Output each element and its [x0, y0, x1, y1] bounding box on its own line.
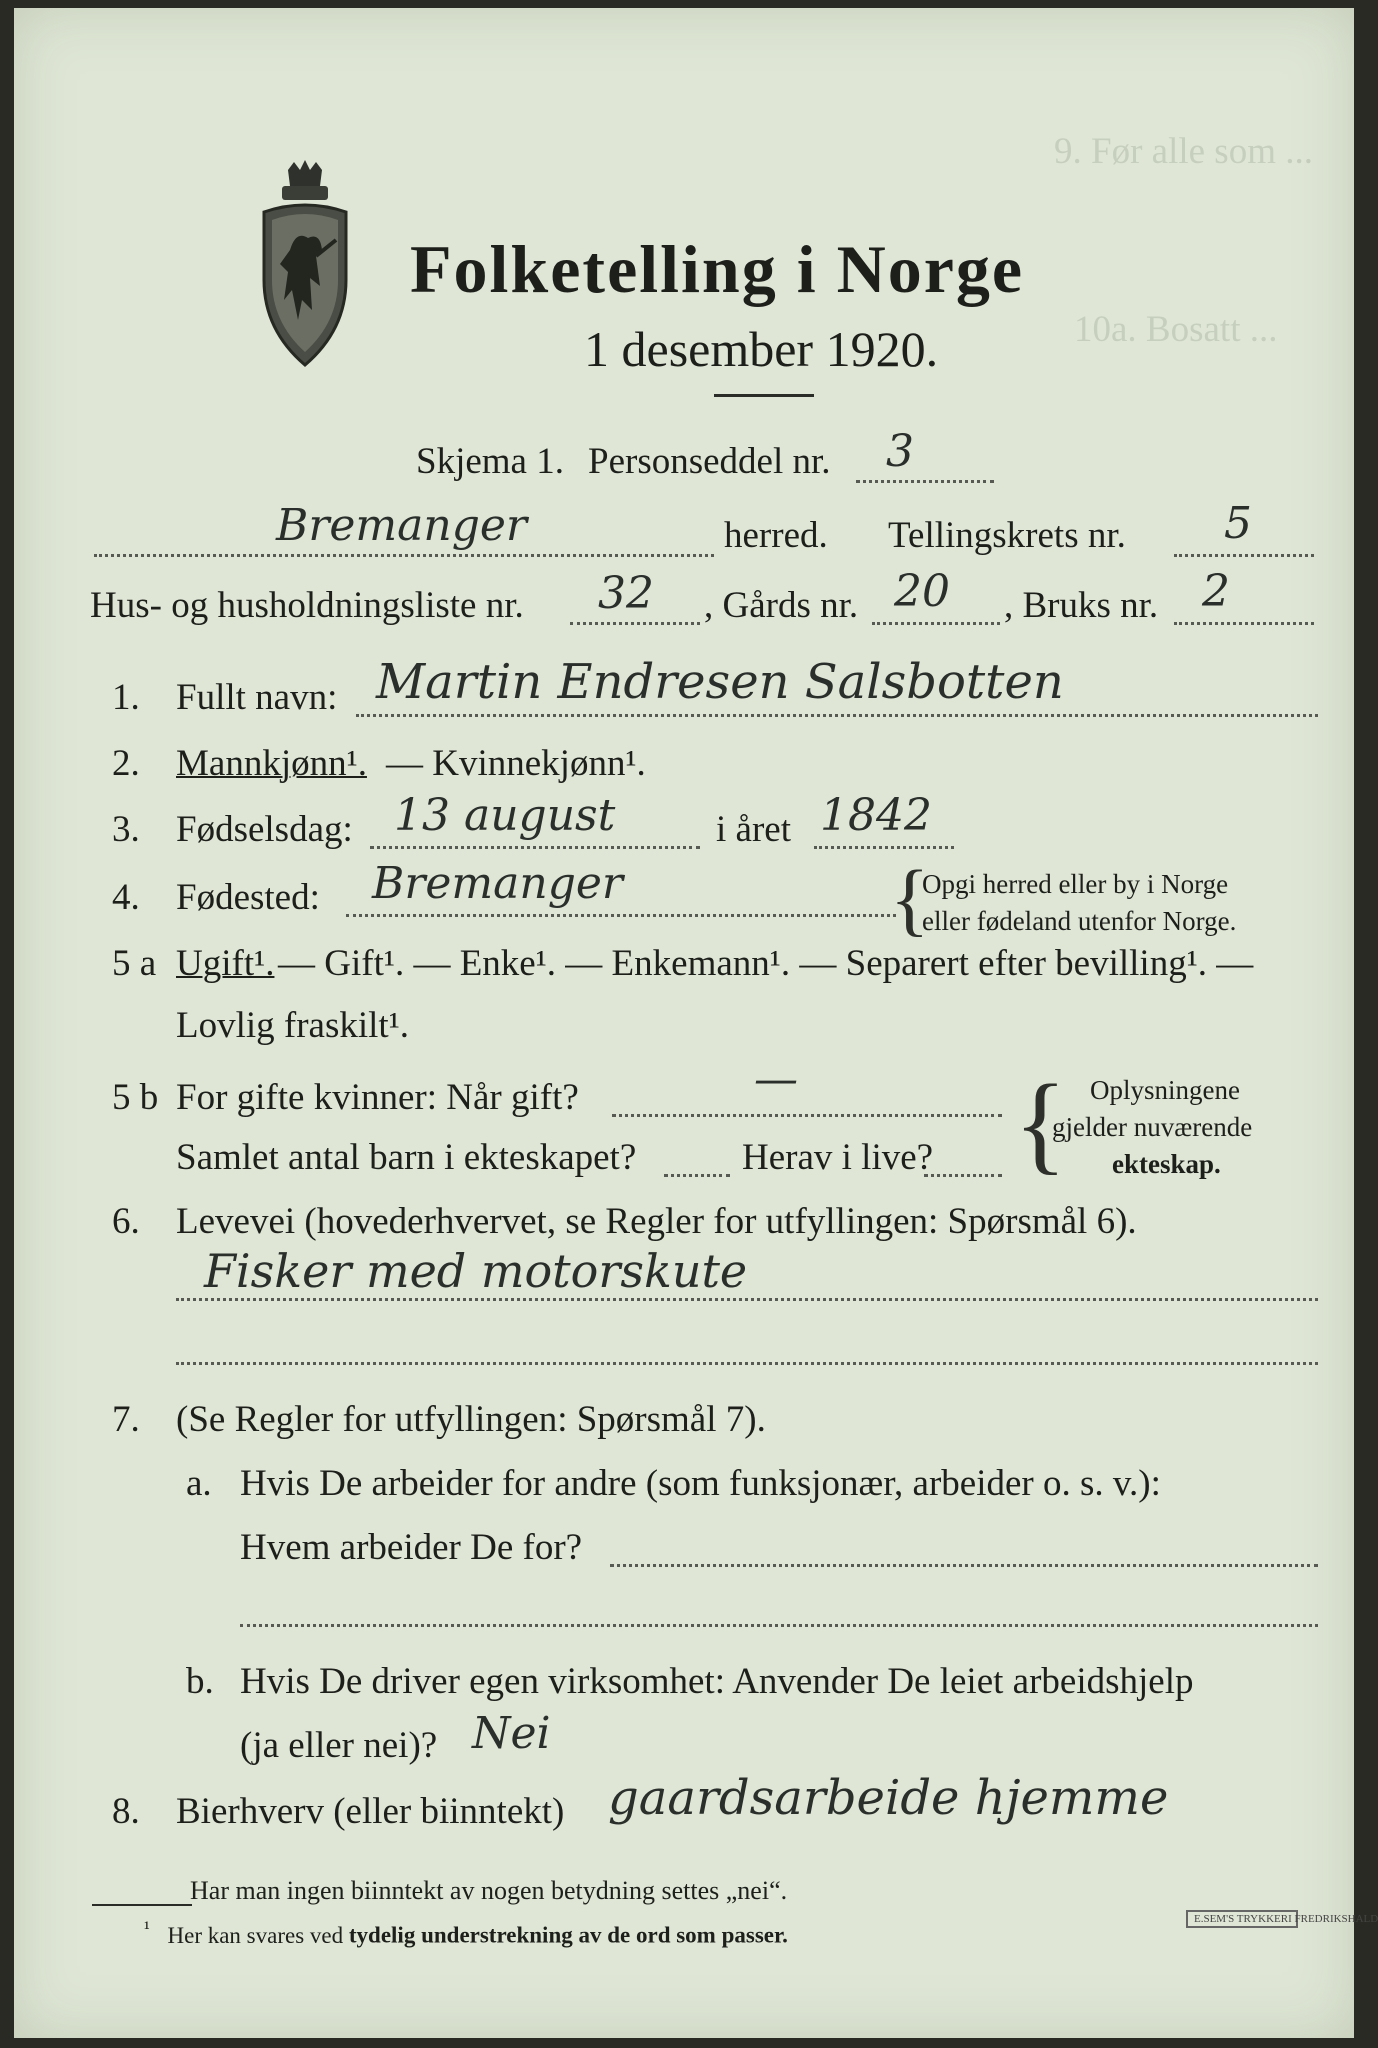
herred-label: herred. [724, 515, 828, 556]
q4-note-line1: Opgi herred eller by i Norge [922, 869, 1229, 899]
q5b-note-line1: Oplysningene [1090, 1075, 1240, 1105]
q3-number: 3. [112, 809, 140, 850]
q4-line [346, 914, 896, 917]
title-divider [714, 394, 814, 397]
census-date: 1 desember 1920. [584, 321, 939, 377]
gards-value[interactable]: 20 [894, 566, 950, 617]
q3-year-value[interactable]: 1842 [820, 790, 932, 841]
q6-occupation-value[interactable]: Fisker med motorskute [204, 1244, 748, 1298]
q4-label: Fødested: [176, 877, 320, 918]
footnote-text: Her kan svares ved [167, 1922, 349, 1948]
footnote-divider [92, 1904, 192, 1906]
q5b-children-line [664, 1174, 730, 1177]
q3-line [370, 846, 700, 849]
q2-kvinnekjonn-option[interactable]: — Kvinnekjønn¹. [386, 743, 646, 784]
hus-line [570, 622, 700, 625]
form-title: Folketelling i Norge [410, 231, 1025, 307]
hus-label: Hus- og husholdningsliste nr. [90, 585, 524, 626]
q7a-employer-label: Hvem arbeider De for? [240, 1527, 583, 1568]
skjema-label: Skjema 1. [416, 441, 564, 482]
q7b-label: Hvis De driver egen virksomhet: Anvender De leiet arbeidshjelp [240, 1661, 1194, 1702]
q4-brace: { [890, 853, 930, 944]
q6-line2 [176, 1362, 1318, 1365]
hus-value[interactable]: 32 [598, 568, 654, 619]
personseddel-label: Personseddel nr. [588, 441, 831, 482]
q5b-note-line2: gjelder nuværende [1052, 1112, 1253, 1142]
q2-number: 2. [112, 743, 140, 784]
tellingskrets-value[interactable]: 5 [1224, 498, 1252, 549]
q7b-letter: b. [186, 1661, 214, 1702]
norway-coat-of-arms-icon [250, 160, 360, 370]
personseddel-line [856, 480, 994, 483]
q5a-other-options[interactable]: — Gift¹. — Enke¹. — Enkemann¹. — Separert efter bevilling¹. — [278, 943, 1254, 984]
footnote-bold-text: tydelig understrekning av de ord som passer. [348, 1922, 788, 1948]
bleed-through-text: 10a. Bosatt ... [1074, 309, 1278, 350]
q1-line [356, 714, 1318, 717]
q5a-fraskilt-option[interactable]: Lovlig fraskilt¹. [176, 1005, 410, 1046]
q8-label: Bierhverv (eller biinntekt) [176, 1791, 565, 1832]
q5b-number: 5 b [112, 1077, 159, 1118]
q7a-letter: a. [186, 1463, 212, 1504]
herred-value[interactable]: Bremanger [276, 500, 527, 551]
q7-number: 7. [112, 1399, 140, 1440]
q4-note-line2: eller fødeland utenfor Norge. [922, 906, 1237, 936]
q3-label: Fødselsdag: [176, 809, 353, 850]
gards-label: , Gårds nr. [704, 585, 859, 626]
footnote [144, 1918, 788, 1949]
q5b-note-line3: ekteskap. [1112, 1149, 1221, 1179]
q6-line1 [176, 1298, 1318, 1301]
q6-label: Levevei (hovederhvervet, se Regler for utfyllingen: Spørsmål 6). [176, 1201, 1137, 1242]
q4-birthplace-value[interactable]: Bremanger [372, 858, 623, 909]
q3-year-label: i året [716, 809, 791, 850]
q5b-married-label: For gifte kvinner: Når gift? [176, 1077, 579, 1118]
tellingskrets-line [1174, 554, 1314, 557]
q1-full-name[interactable]: Martin Endresen Salsbotten [376, 654, 1064, 710]
q2-mannkjonn-option[interactable]: Mannkjønn¹. [176, 743, 367, 784]
q1-number: 1. [112, 677, 140, 718]
bruks-value[interactable]: 2 [1202, 566, 1230, 617]
q5b-married-value[interactable]: — [754, 1054, 798, 1105]
q8-side-income-value[interactable]: gaardsarbeide hjemme [608, 1770, 1169, 1826]
printer-stamp: E.SEM'S TRYKKERI FREDRIKSHALD [1186, 1910, 1298, 1928]
q5b-alive-line [924, 1174, 1002, 1177]
bleed-through-text: 9. Før alle som ... [1054, 131, 1313, 172]
personseddel-value[interactable]: 3 [886, 426, 914, 477]
q3-birthday-value[interactable]: 13 august [394, 790, 616, 841]
q5b-alive-label: Herav i live? [742, 1137, 934, 1178]
q6-number: 6. [112, 1201, 140, 1242]
q8-number: 8. [112, 1791, 140, 1832]
footer-note: Har man ingen biinntekt av nogen betydning settes „nei“. [190, 1876, 788, 1905]
q5a-ugift-option[interactable]: Ugift¹. [176, 943, 275, 984]
q5b-married-line [612, 1114, 1002, 1117]
tellingskrets-label: Tellingskrets nr. [888, 515, 1126, 556]
q5b-children-label: Samlet antal barn i ekteskapet? [176, 1137, 637, 1178]
q7a-employer-line2 [240, 1624, 1318, 1627]
q7-label: (Se Regler for utfyllingen: Spørsmål 7). [176, 1399, 766, 1440]
census-form-page [14, 8, 1378, 2038]
q3-year-line [814, 846, 954, 849]
q7b-label2: (ja eller nei)? [240, 1725, 438, 1766]
q5a-number: 5 a [112, 943, 157, 984]
gards-line [872, 622, 1000, 625]
footnote-mark: ¹ [144, 1918, 150, 1939]
bruks-line [1174, 622, 1314, 625]
q7b-value[interactable]: Nei [472, 1708, 551, 1759]
q7a-label: Hvis De arbeider for andre (som funksjonær, arbeider o. s. v.): [240, 1463, 1161, 1504]
q1-label: Fullt navn: [176, 677, 338, 718]
bruks-label: , Bruks nr. [1004, 585, 1159, 626]
q7a-employer-line [610, 1564, 1318, 1567]
q5b-brace: { [1014, 1062, 1067, 1184]
herred-line [94, 554, 714, 557]
q4-number: 4. [112, 877, 140, 918]
